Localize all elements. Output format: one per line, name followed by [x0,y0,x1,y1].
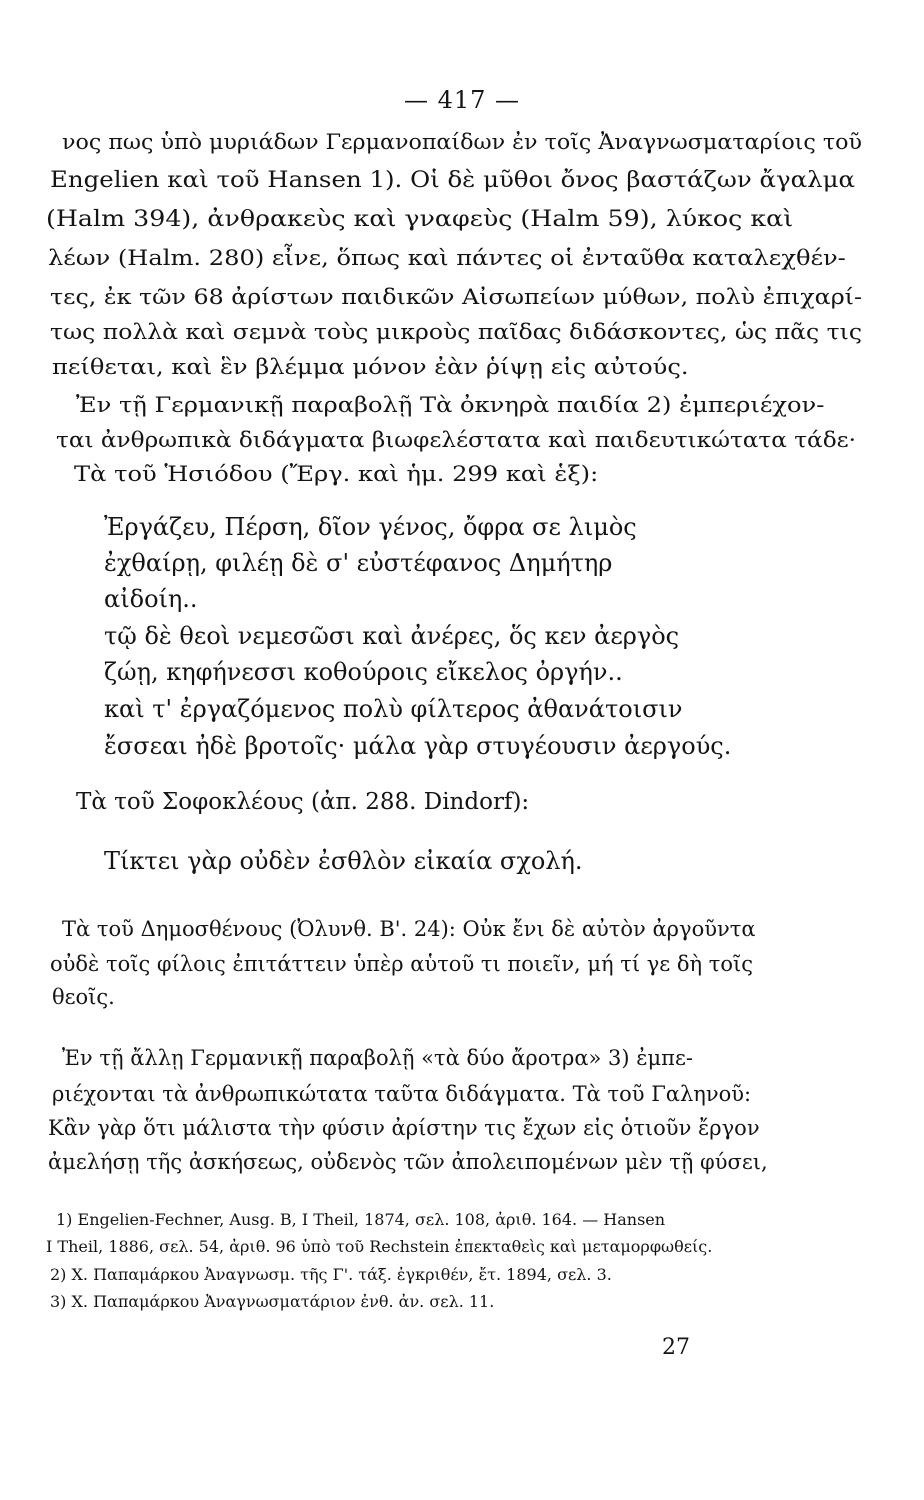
verse-line: ζώῃ, κηφήνεσσι κοθούροις εἴκελος ὀργήν.. [104,658,623,686]
text-line: Engelien καὶ τοῦ Hansen 1). Οἱ δὲ μῦθοι ὄνος βαστάζων ἄγαλμα [50,168,856,193]
text-line: πείθεται, καὶ ἓν βλέμμα μόνον ἐὰν ῥίψῃ εἰς αὐτούς. [52,355,689,379]
footnote: I Theil, 1886, σελ. 54, ἀριθ. 96 ὑπὸ τοῦ Rechstein ἐπεκταθεὶς καὶ μεταμορφωθείς. [46,1237,713,1256]
text-line: Κἂν γὰρ ὅτι μάλιστα τὴν φύσιν ἀρίστην τις ἔχων εἰς ὁτιοῦν ἔργον [48,1116,760,1140]
footnote: 2) Χ. Παπαμάρκου Ἀναγνωσμ. τῆς Γ'. τάξ. ἐγκριθέν, ἔτ. 1894, σελ. 3. [50,1265,612,1284]
text-line: τες, ἐκ τῶν 68 ἀρίστων παιδικῶν Αἰσωπείων μύθων, πολὺ ἐπιχαρί- [50,285,862,309]
verse-line: ἐχθαίρῃ, φιλέῃ δὲ σ' εὐστέφανος Δημήτηρ [104,549,613,577]
page-number-header: — 417 — [403,86,521,114]
text-line: ται ἀνθρωπικὰ διδάγματα βιωφελέστατα καὶ παιδευτικώτατα τάδε· [56,428,856,452]
verse-line: τῷ δὲ θεοὶ νεμεσῶσι καὶ ἀνέρες, ὅς κεν ἀεργὸς [104,622,680,650]
text-line: θεοῖς. [52,985,115,1009]
verse-line: Ἐργάζευ, Πέρση, δῖον γένος, ὄφρα σε λιμὸς [104,513,637,541]
verse-line: καὶ τ' ἐργαζόμενος πολὺ φίλτερος ἀθανάτοισιν [104,695,683,723]
signature-mark: 27 [662,1335,690,1360]
text-line: Ἐν τῇ Γερμανικῇ παραβολῇ Τὰ ὀκνηρὰ παιδία 2) ἐμπεριέχον- [76,393,825,417]
footnote: 3) Χ. Παπαμάρκου Ἀναγνωσματάριον ἐνθ. ἀν. σελ. 11. [50,1292,495,1311]
text-line: λέων (Halm. 280) εἶνε, ὅπως καὶ πάντες οἱ ἐνταῦθα καταλεχθέν- [48,246,846,270]
verse-line: ἔσσεαι ἠδὲ βροτοῖς· μάλα γὰρ στυγέουσιν ἀεργούς. [104,732,732,760]
text-line: οὐδὲ τοῖς φίλοις ἐπιτάττειν ὑπὲρ αὑτοῦ τι ποιεῖν, μή τί γε δὴ τοῖς [50,952,754,976]
text-line: ριέχονται τὰ ἀνθρωπικώτατα ταῦτα διδάγματα. Τὰ τοῦ Γαληνοῦ: [52,1082,752,1106]
verse-line: αἰδοίη.. [104,585,198,613]
footnote: 1) Engelien-Fechner, Ausg. B, I Theil, 1874, σελ. 108, ἀριθ. 164. — Hansen [56,1210,666,1229]
verse-line: Τίκτει γὰρ οὐδὲν ἐσθλὸν εἰκαία σχολή. [104,847,583,875]
text-line: νος πως ὑπὸ μυριάδων Γερμανοπαίδων ἐν τοῖς Ἀναγνωσματαρίοις τοῦ [62,130,863,154]
text-line: Τὰ τοῦ Ἡσιόδου (Ἔργ. καὶ ἡμ. 299 καὶ ἑξ): [74,462,599,486]
text-line: Τὰ τοῦ Δημοσθένους (Ὀλυνθ. Β'. 24): Οὐκ ἔνι δὲ αὐτὸν ἀργοῦντα [62,917,756,941]
text-line: Ἐν τῇ ἄλλῃ Γερμανικῇ παραβολῇ «τὰ δύο ἄροτρα» 3) ἐμπε- [62,1046,693,1070]
text-line: (Halm 394), ἀνθρακεὺς καὶ γναφεὺς (Halm 59), λύκος καὶ [46,207,794,232]
text-line: ἀμελήσῃ τῆς ἀσκήσεως, οὐδενὸς τῶν ἀπολειπομένων μὲν τῇ φύσει, [48,1150,768,1174]
text-line: Τὰ τοῦ Σοφοκλέους (ἀπ. 288. Dindorf): [76,789,530,815]
text-line: τως πολλὰ καὶ σεμνὰ τοὺς μικροὺς παῖδας διδάσκοντες, ὡς πᾶς τις [50,320,862,344]
